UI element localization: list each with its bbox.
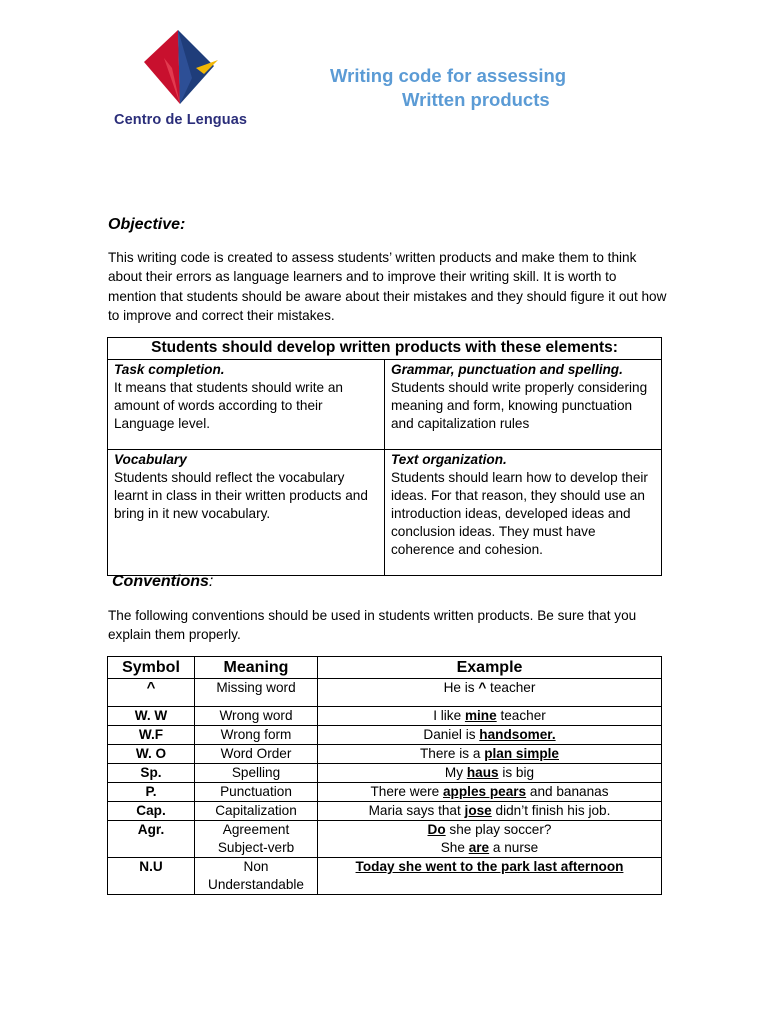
meaning-cell: Wrong form <box>195 726 318 745</box>
example-text: My <box>444 765 467 780</box>
logo-text: Centro de Lenguas <box>114 112 248 128</box>
meaning-cell: Word Order <box>195 745 318 764</box>
element-title: Vocabulary <box>114 452 187 467</box>
meaning-cell: Punctuation <box>195 783 318 802</box>
table-row <box>108 707 662 726</box>
element-title: Text organization. <box>391 452 507 467</box>
example-text: She <box>440 840 469 855</box>
table-row <box>108 783 662 802</box>
title-line-2: Written products <box>402 89 550 110</box>
example-cell <box>318 679 662 707</box>
example-error-mark: apples pears <box>443 784 527 799</box>
table-row <box>108 764 662 783</box>
objective-paragraph: This writing code is created to assess students’ written products and make them to think about their errors as language learners and to improve their writing skill. It is worth to mention that students should be aware about their mistakes and they should figure it out how to improve and correct their mistakes. <box>108 250 667 323</box>
example-error-mark: mine <box>464 708 497 723</box>
example-error-mark: ^ <box>478 680 487 695</box>
example-text: is big <box>498 765 535 780</box>
meaning-line: Subject-verb <box>217 840 295 855</box>
element-cell-vocabulary <box>108 450 385 576</box>
example-text: He is <box>443 680 479 695</box>
table-row <box>108 679 662 707</box>
meaning-cell: Wrong word <box>195 707 318 726</box>
example-text: she play soccer? <box>445 822 552 837</box>
conventions-heading-colon: : <box>208 573 214 590</box>
example-text: Maria says that <box>368 803 465 818</box>
example-text: There is a <box>419 746 485 761</box>
example-cell <box>318 802 662 821</box>
header-meaning: Meaning <box>195 657 318 679</box>
example-text: a nurse <box>489 840 539 855</box>
conventions-paragraph: The following conventions should be used in students written products. Be sure that you explain them properly. <box>108 608 637 643</box>
meaning-cell <box>195 821 318 858</box>
symbols-table-header <box>108 657 662 679</box>
symbol-cell: W. O <box>108 745 195 764</box>
example-error-mark: plan simple <box>484 746 559 761</box>
element-cell-task-completion <box>108 360 385 450</box>
example-text: and bananas <box>526 784 609 799</box>
meaning-line: Non <box>243 859 269 874</box>
page-title <box>330 64 566 112</box>
example-cell <box>318 707 662 726</box>
element-cell-text-organization <box>385 450 662 576</box>
example-cell <box>318 745 662 764</box>
elements-table-heading: Students should develop written products with these elements: <box>108 338 662 360</box>
element-title: Task completion. <box>114 362 225 377</box>
conventions-heading-text: Conventions <box>112 573 209 590</box>
table-row <box>108 726 662 745</box>
example-cell <box>318 783 662 802</box>
example-text: didn’t finish his job. <box>491 803 611 818</box>
meaning-line: Understandable <box>208 877 304 892</box>
example-cell <box>318 726 662 745</box>
element-body: Students should write properly considering meaning and form, knowing punctuation and capitalization rules <box>391 380 648 431</box>
symbol-cell: P. <box>108 783 195 802</box>
symbol-cell: Cap. <box>108 802 195 821</box>
symbol-cell: W. W <box>108 707 195 726</box>
meaning-line: Agreement <box>222 822 290 837</box>
example-cell <box>318 764 662 783</box>
example-cell <box>318 821 662 858</box>
example-text: There were <box>370 784 443 799</box>
example-error-mark: jose <box>464 803 492 818</box>
example-line <box>321 839 658 857</box>
meaning-cell <box>195 858 318 895</box>
example-text: I like <box>433 708 465 723</box>
element-body: Students should reflect the vocabulary learnt in class in their written products and bring in it new vocabulary. <box>114 470 368 521</box>
element-body: It means that students should write an amount of words according to their Language level. <box>114 380 343 431</box>
elements-table <box>107 337 662 576</box>
element-title: Grammar, punctuation and spelling. <box>391 362 623 377</box>
example-text: Daniel is <box>423 727 480 742</box>
table-row <box>108 802 662 821</box>
element-body: Students should learn how to develop their ideas. For that reason, they should use an introduction ideas, developed ideas and conclusion ideas. They must have coherence and cohesion. <box>391 470 648 557</box>
symbols-table <box>107 656 662 895</box>
symbol-cell: W.F <box>108 726 195 745</box>
meaning-cell: Capitalization <box>195 802 318 821</box>
element-cell-grammar <box>385 360 662 450</box>
example-text: teacher <box>486 680 536 695</box>
table-row <box>108 745 662 764</box>
example-error-mark: Do <box>427 822 446 837</box>
conventions-heading <box>112 573 213 591</box>
header-symbol: Symbol <box>108 657 195 679</box>
meaning-cell: Spelling <box>195 764 318 783</box>
example-error-mark: Today she went to the park last afternoon <box>355 859 624 874</box>
header-example: Example <box>318 657 662 679</box>
symbol-cell: N.U <box>108 858 195 895</box>
example-error-mark: haus <box>466 765 499 780</box>
logo <box>110 28 260 138</box>
example-line <box>321 821 658 839</box>
logo-mark-icon <box>134 28 224 110</box>
symbol-cell: ^ <box>108 679 195 707</box>
table-row <box>108 858 662 895</box>
example-error-mark: handsomer. <box>479 727 556 742</box>
title-line-1: Writing code for assessing <box>330 65 567 86</box>
symbol-cell: Agr. <box>108 821 195 858</box>
symbol-cell: Sp. <box>108 764 195 783</box>
objective-heading: Objective: <box>108 216 186 233</box>
example-cell <box>318 858 662 895</box>
table-row <box>108 821 662 858</box>
example-error-mark: are <box>468 840 490 855</box>
example-text: teacher <box>496 708 546 723</box>
meaning-cell: Missing word <box>195 679 318 707</box>
